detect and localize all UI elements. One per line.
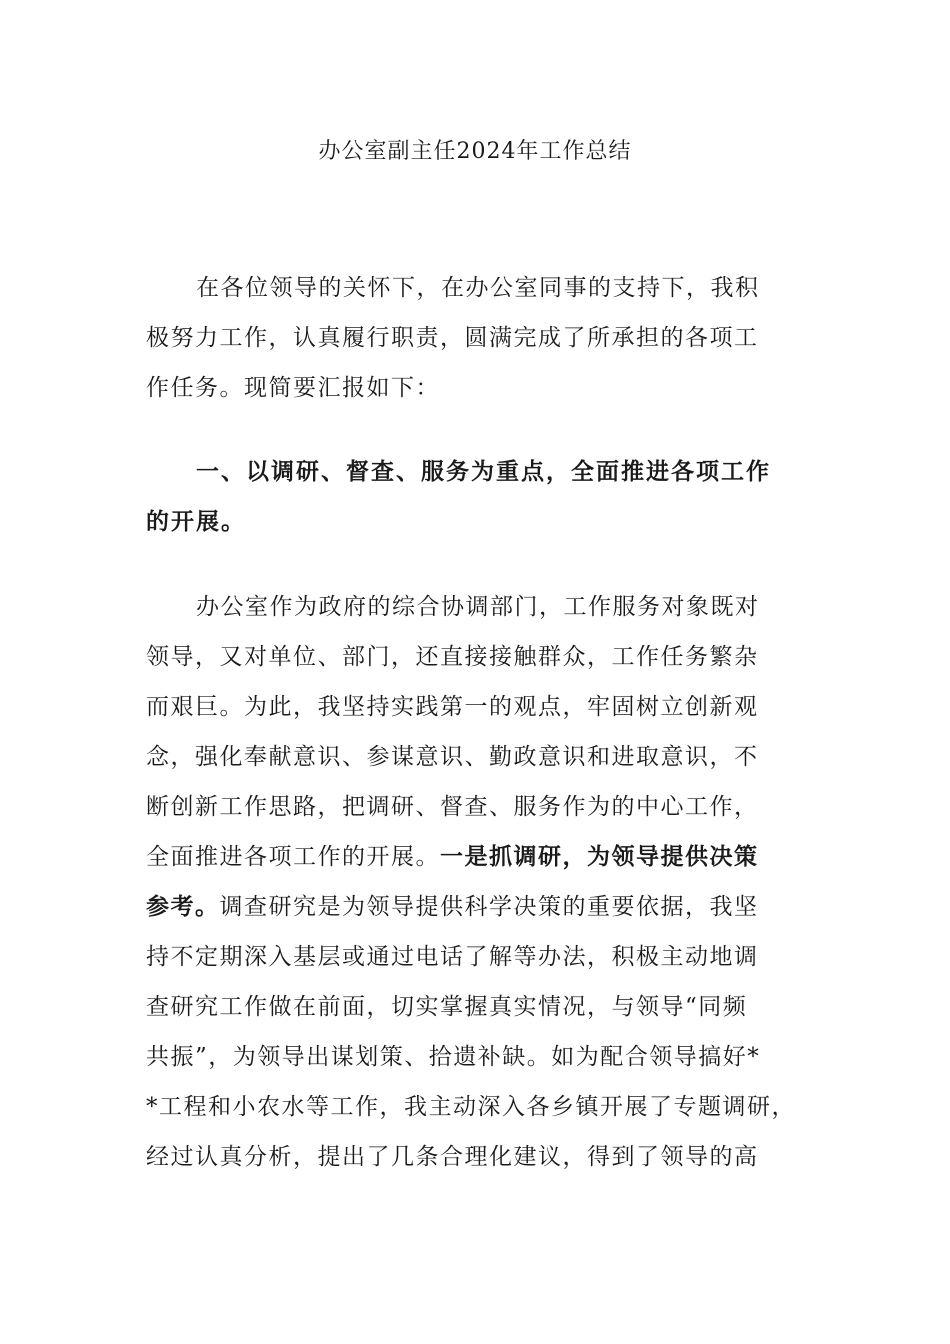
emphasis-text: 参考。 [146,894,220,920]
intro-line: 作任务。现简要汇报如下： [146,375,440,401]
body-line: 持不定期深入基层或通过电话了解等办法，积极主动地调 [146,944,759,970]
body-line: 领导，又对单位、部门，还直接接触群众，工作任务繁杂 [146,644,759,670]
section-heading: 一、以调研、督查、服务为重点，全面推进各项工作 [196,459,771,485]
emphasis-text: 一是抓调研，为领导提供决策 [440,844,759,870]
body-line: 办公室作为政府的综合协调部门，工作服务对象既对 [196,594,760,620]
body-line: 断创新工作思路，把调研、督查、服务作为的中心工作， [146,794,759,820]
body-text: 全面推进各项工作的开展。 [146,844,440,870]
document-title: 办公室副主任2024年工作总结 [318,139,632,164]
body-line: *工程和小农水等工作，我主动深入各乡镇开展了专题调研， [146,1094,796,1120]
body-line: 而艰巨。为此，我坚持实践第一的观点，牢固树立创新观 [146,694,759,720]
body-text: 调查研究是为领导提供科学决策的重要依据，我坚 [219,894,759,920]
body-line: 查研究工作做在前面，切实掌握真实情况，与领导“同频 [146,994,748,1020]
section-heading: 的开展。 [146,509,246,535]
body-line: 念，强化奉献意识、参谋意识、勤政意识和进取意识，不 [146,744,759,770]
body-line [146,891,816,923]
body-line [146,841,816,873]
body-line: 共振”，为领导出谋划策、拾遗补缺。如为配合领导搞好* [146,1044,761,1070]
body-line: 经过认真分析，提出了几条合理化建议，得到了领导的高 [146,1144,759,1170]
intro-line: 极努力工作，认真履行职责，圆满完成了所承担的各项工 [146,325,759,351]
intro-line: 在各位领导的关怀下，在办公室同事的支持下，我积 [196,275,760,301]
